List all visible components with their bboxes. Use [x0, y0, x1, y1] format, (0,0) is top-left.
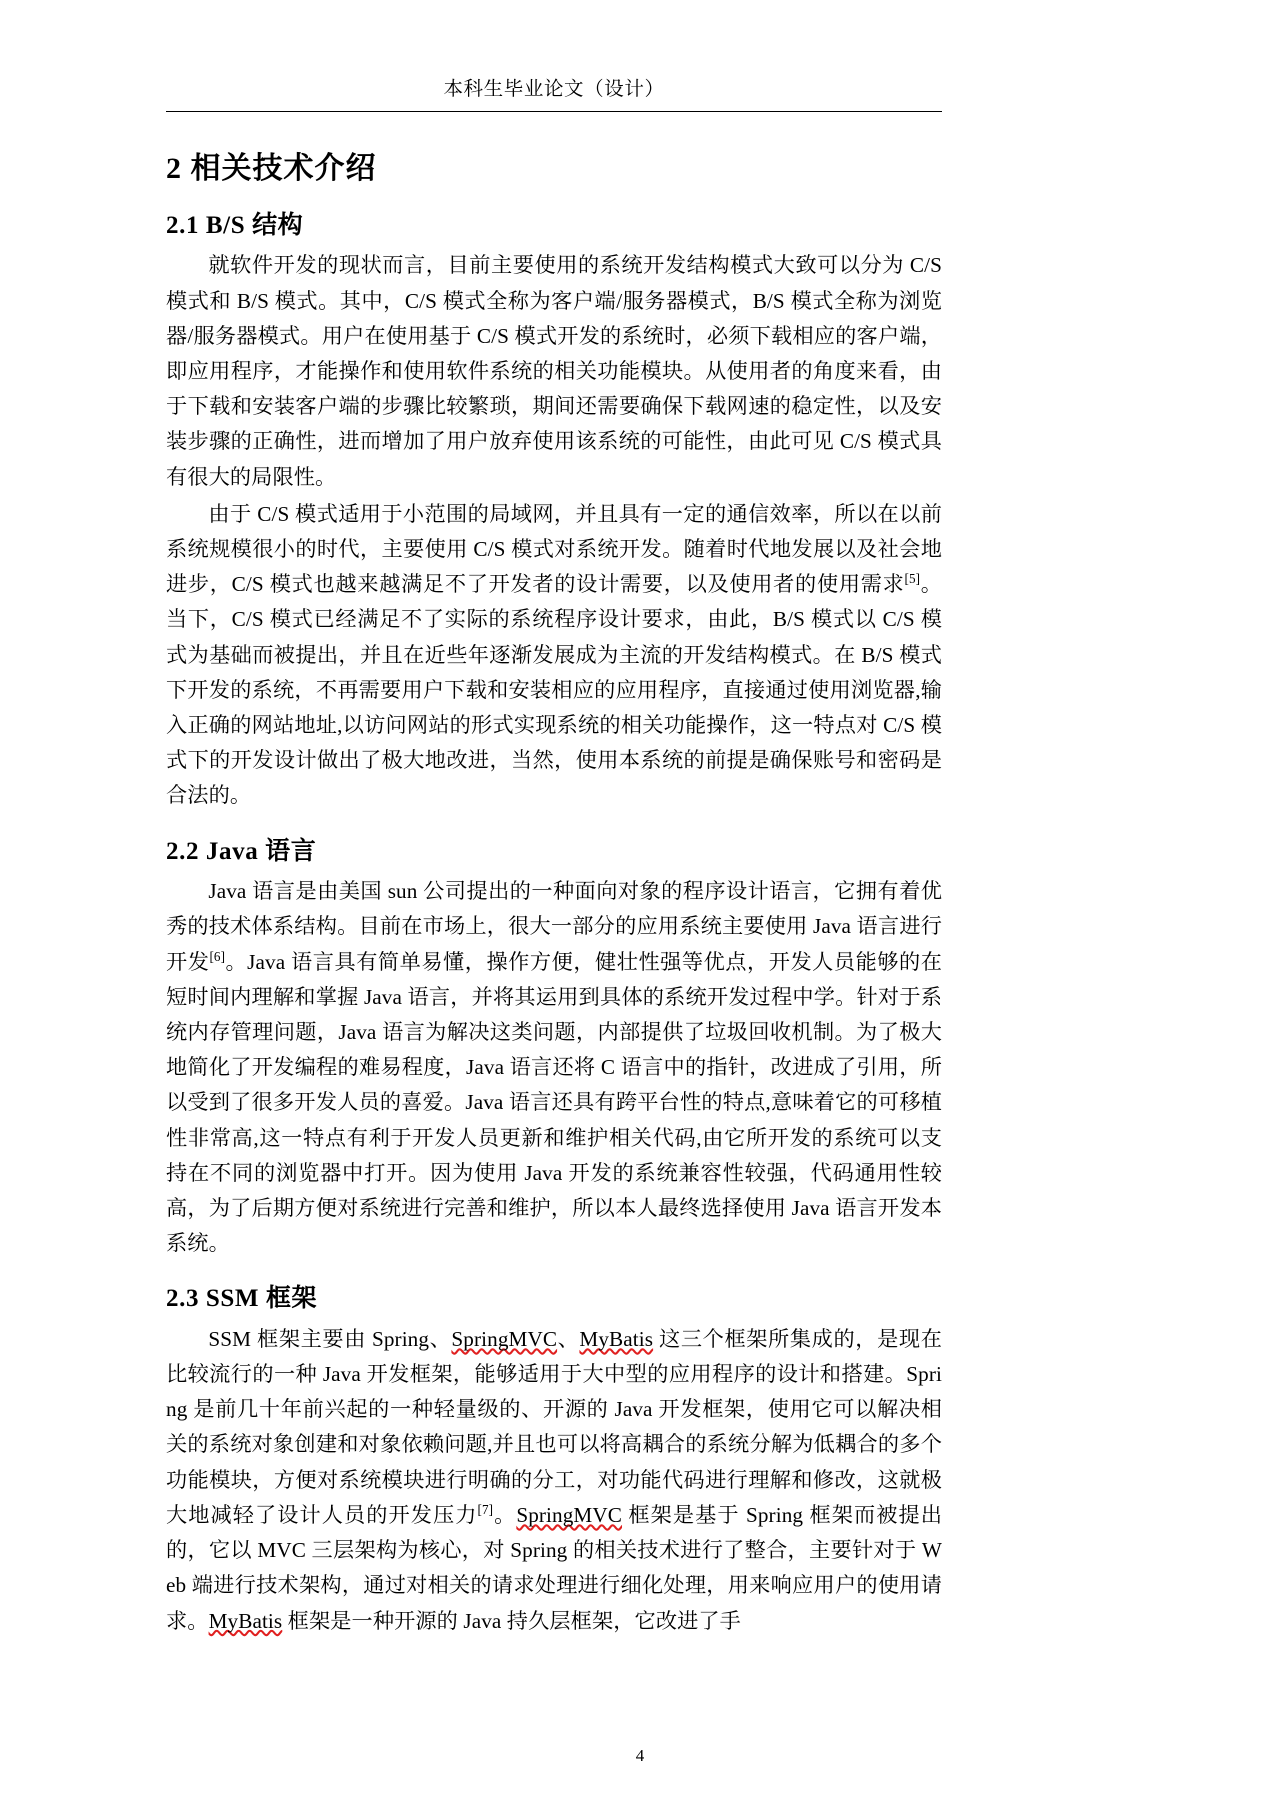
running-header: 本科生毕业论文（设计） — [443, 79, 665, 100]
paragraph-2-1-2: 由于 C/S 模式适用于小范围的局域网，并且具有一定的通信效率，所以在以前系统规模很小的时代，主要使用 C/S 模式对系统开发。随着时代地发展以及社会地进步，C/S 模式也越来越满足不了开发者的设计需要，以及使用者的使用需求[5]。当下，C/S 模式已经满足不了实际的系统程序设计要求，由此，B/S 模式以 C/S 模式为基础而被提出，并且在近些年逐渐发展成为主流的开发结构模式。在 B/S 模式下开发的系统，不再需要用户下载和安装相应的应用程序，直接通过使用浏览器,输入正确的网站地址,以访问网站的形式实现系统的相关功能操作，这一特点对 C/S 模式下的开发设计做出了极大地改进，当然，使用本系统的前提是确保账号和密码是合法的。 — [166, 501, 943, 808]
page-content-area — [166, 0, 942, 1639]
citation-marker: [5] — [904, 571, 921, 587]
page-number: 4 — [635, 1746, 645, 1765]
header-divider — [166, 111, 942, 112]
citation-marker: [7] — [477, 1501, 494, 1517]
paragraph-2-3-1: SSM 框架主要由 Spring、SpringMVC、MyBatis 这三个框架所集成的，是现在比较流行的一种 Java 开发框架，能够适用于大中型的应用程序的设计和搭建。Spring 是前几十年前兴起的一种轻量级的、开源的 Java 开发框架，使用它可以解决相关的系统对象创建和对象依赖问题,并且也可以将高耦合的系统分解为低耦合的多个功能模块，方便对系统模块进行明确的分工，对功能代码进行理解和修改，这就极大地减轻了设计人员的开发压力[7]。SpringMVC 框架是基于 Spring 框架而被提出的，它以 MVC 三层架构为核心，对 Spring 的相关技术进行了整合，主要针对于 Web 端进行技术架构，通过对相关的请求处理进行细化处理，用来响应用户的使用请求。MyBatis 框架是一种开源的 Java 持久层框架，它改进了手 — [166, 1326, 942, 1633]
spellcheck-underlined-term: SpringMVC — [451, 1326, 558, 1351]
section-heading-2-1: 2.1 B/S 结构 — [166, 211, 304, 239]
section-heading-2-2: 2.2 Java 语言 — [166, 837, 317, 865]
paragraph-2-1-1: 就软件开发的现状而言，目前主要使用的系统开发结构模式大致可以分为 C/S 模式和 B/S 模式。其中，C/S 模式全称为客户端/服务器模式，B/S 模式全称为浏览器/服务器模式。用户在使用基于 C/S 模式开发的系统时，必须下载相应的客户端，即应用程序，才能操作和使用软件系统的相关功能模块。从使用者的角度来看，由于下载和安装客户端的步骤比较繁琐，期间还需要确保下载网速的稳定性，以及安装步骤的正确性，进而增加了用户放弃使用该系统的可能性，由此可见 C/S 模式具有很大的局限性。 — [166, 253, 942, 489]
spellcheck-underlined-term: MyBatis — [579, 1326, 654, 1351]
paragraph-2-2-1: Java 语言是由美国 sun 公司提出的一种面向对象的程序设计语言，它拥有着优秀的技术体系结构。目前在市场上，很大一部分的应用系统主要使用 Java 语言进行开发[6]。Java 语言具有简单易懂，操作方便，健壮性强等优点，开发人员能够的在短时间内理解和掌握 Java 语言，并将其运用到具体的系统开发过程中学。针对于系统内存管理问题，Java 语言为解决这类问题，内部提供了垃圾回收机制。为了极大地简化了开发编程的难易程度，Java 语言还将 C 语言中的指针，改进成了引用，所以受到了很多开发人员的喜爱。Java 语言还具有跨平台性的特点,意味着它的可移植性非常高,这一特点有利于开发人员更新和维护相关代码,由它所开发的系统可以支持在不同的浏览器中打开。因为使用 Java 开发的系统兼容性较强，代码通用性较高，为了后期方便对系统进行完善和维护，所以本人最终选择使用 Java 语言开发本系统。 — [166, 879, 943, 1256]
section-heading-2-3: 2.3 SSM 框架 — [166, 1285, 318, 1313]
citation-marker: [6] — [209, 948, 226, 964]
chapter-heading: 2 相关技术介绍 — [166, 152, 377, 186]
spellcheck-underlined-term: MyBatis — [208, 1608, 283, 1633]
spellcheck-underlined-term: SpringMVC — [516, 1502, 623, 1527]
